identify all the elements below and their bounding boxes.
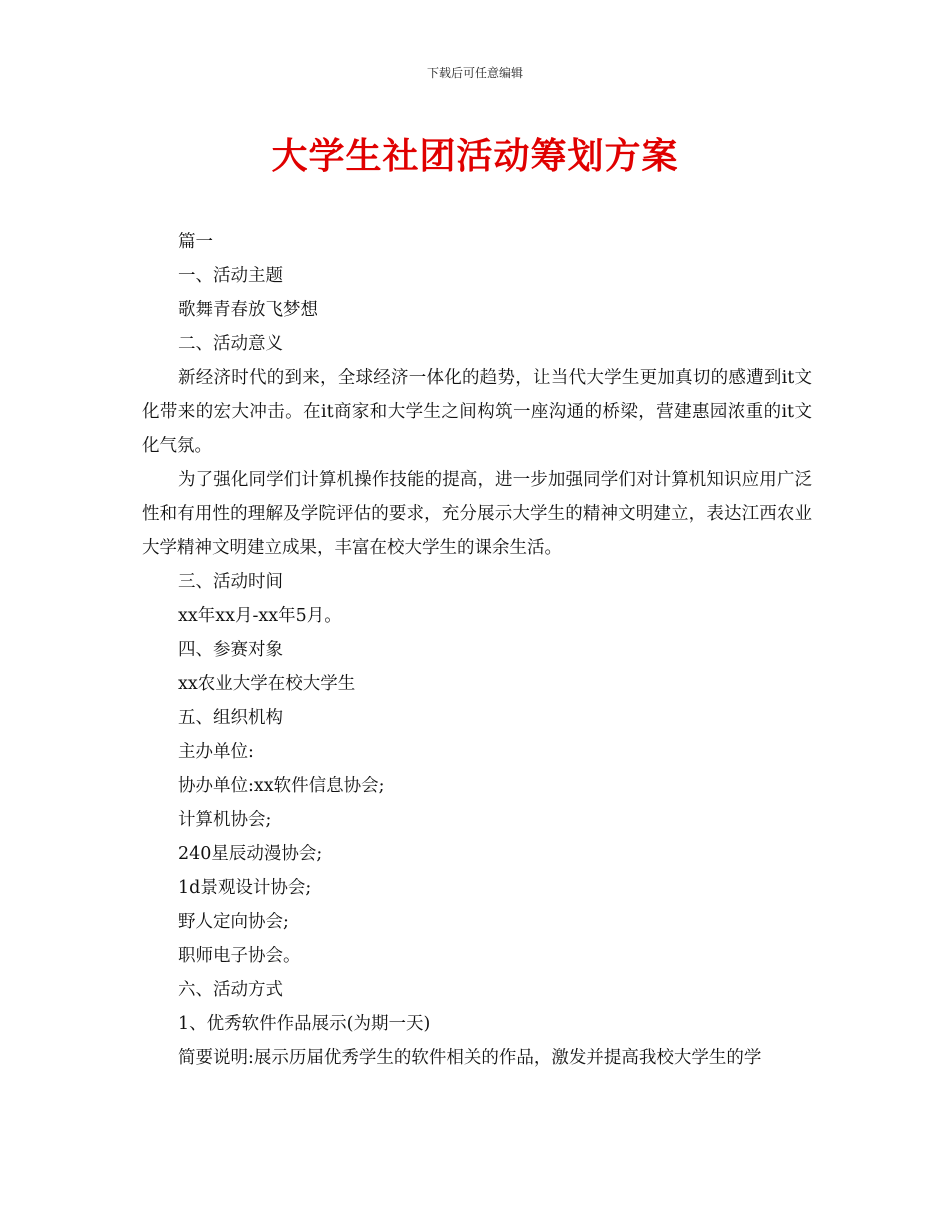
heading-activity-meaning: 二、活动意义: [178, 334, 283, 354]
line-co-host-unit: 协办单位:xx软件信息协会;: [178, 776, 385, 796]
header-note: 下载后可任意编辑: [426, 66, 523, 80]
line-theme-text: 歌舞青春放飞梦想: [178, 300, 318, 320]
document-body: [142, 225, 812, 1075]
heading-participants: 四、参赛对象: [178, 640, 283, 660]
line-time-text: xx年xx月-xx年5月。: [178, 606, 342, 626]
line-electronics-association: 职师电子协会。: [178, 946, 301, 966]
document-title: 大学生社团活动筹划方案: [271, 135, 679, 177]
heading-organization: 五、组织机构: [178, 708, 283, 728]
paragraph-meaning-1: 新经济时代的到来，全球经济一体化的趋势，让当代大学生更加真切的感遭到it文化带来的宏大冲击。在it商家和大学生之间构筑一座沟通的桥梁，营建惠园浓重的it文化气氛。: [142, 368, 812, 456]
line-orienteering-association: 野人定向协会;: [178, 912, 289, 932]
heading-activity-method: 六、活动方式: [178, 980, 283, 1000]
line-participants-text: xx农业大学在校大学生: [178, 674, 356, 694]
line-software-showcase: 1、优秀软件作品展示(为期一天): [178, 1014, 431, 1034]
line-computer-association: 计算机协会;: [178, 810, 272, 830]
line-section-label: 篇一: [178, 232, 213, 252]
line-landscape-association: 1d景观设计协会;: [178, 878, 312, 898]
heading-activity-theme: 一、活动主题: [178, 266, 283, 286]
heading-activity-time: 三、活动时间: [178, 572, 283, 592]
line-host-unit: 主办单位:: [178, 742, 254, 762]
line-brief-description: 简要说明:展示历届优秀学生的软件相关的作品，激发并提高我校大学生的学: [178, 1048, 762, 1068]
line-anime-association: 240星辰动漫协会;: [178, 844, 323, 864]
paragraph-meaning-2: 为了强化同学们计算机操作技能的提高，进一步加强同学们对计算机知识应用广泛性和有用性的理解及学院评估的要求，充分展示大学生的精神文明建立，表达江西农业大学精神文明建立成果，丰富在校大学生的课余生活。: [142, 470, 812, 558]
